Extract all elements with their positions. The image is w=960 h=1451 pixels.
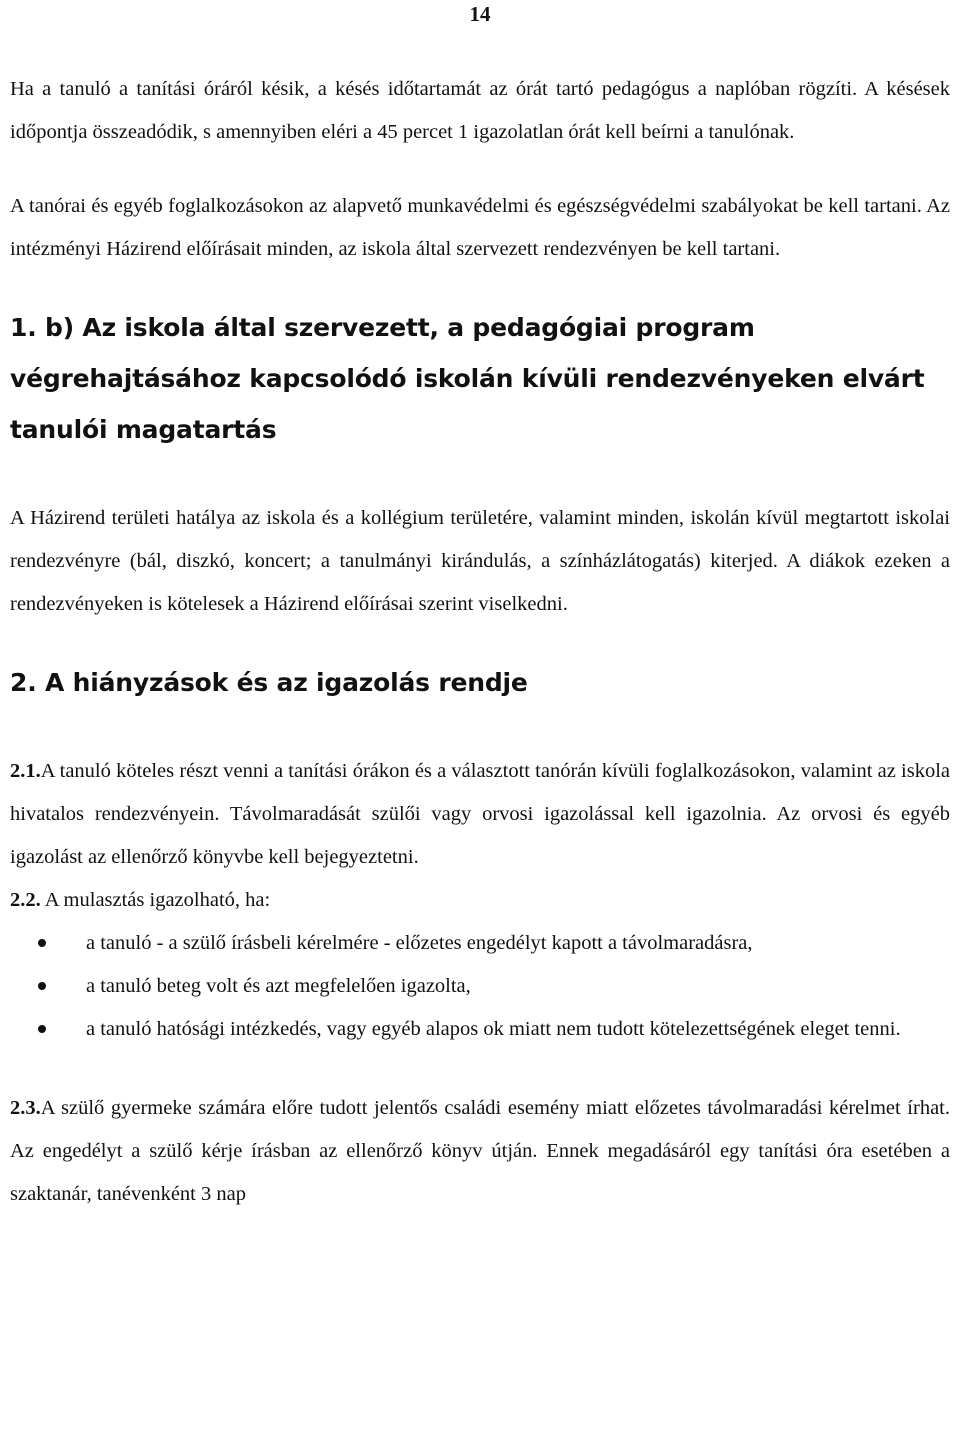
late-arrival-paragraph: Ha a tanuló a tanítási óráról késik, a késés időtartamát az órát tartó pedagógus a naplóban rögzíti. A késések időpontja összeadódik, s amennyiben eléri a 45 percet 1 igazolatlan órát kell beírni a tanulónak. — [10, 78, 950, 143]
safety-paragraph: A tanórai és egyéb foglalkozásokon az alapvető munkavédelmi és egészségvédelmi szabályokat be kell tartani. Az intézményi Házirend előírásait minden, az iskola által szervezett rendezvényen be kell tartani. — [10, 195, 950, 260]
bullet-icon — [38, 1025, 46, 1033]
bullet-icon — [38, 939, 46, 947]
list-item: a tanuló hatósági intézkedés, vagy egyéb alapos ok miatt nem tudott kötelezettségének eleget tenni. — [10, 1008, 950, 1051]
justification-list — [10, 922, 950, 1051]
paragraph-2-2-text: A mulasztás igazolható, ha: — [44, 889, 271, 911]
list-item: a tanuló beteg volt és azt megfelelően igazolta, — [10, 965, 950, 1008]
list-item: a tanuló - a szülő írásbeli kérelmére - előzetes engedélyt kapott a távolmaradásra, — [10, 922, 950, 965]
paragraph-2-1-number: 2.1. — [10, 760, 41, 782]
document-body — [10, 68, 950, 1216]
section-1b-heading: 1. b) Az iskola által szervezett, a pedagógiai program végrehajtásához kapcsolódó iskolán kívüli rendezvényeken elvárt tanulói magatartás — [10, 313, 925, 444]
paragraph-2-3-text: A szülő gyermeke számára előre tudott jelentős családi esemény miatt előzetes távolmaradási kérelmet írhat. Az engedélyt a szülő kérje írásban az ellenőrző könyv útján. Ennek megadásáról egy tanítási óra esetében a szaktanár, tanévenként 3 nap — [10, 1097, 950, 1205]
section-2-heading: 2. A hiányzások és az igazolás rendje — [10, 668, 528, 697]
paragraph-2-1 — [10, 750, 950, 879]
paragraph-2-2 — [10, 879, 950, 922]
section-1b-paragraph: A Házirend területi hatálya az iskola és a kollégium területére, valamint minden, iskolán kívül megtartott iskolai rendezvényre (bál, diszkó, koncert; a tanulmányi kirándulás, a színházlátogatás) kiterjed. A diákok ezeken a rendezvényeken is kötelesek a Házirend előírásai szerint viselkedni. — [10, 507, 950, 615]
bullet-icon — [38, 982, 46, 990]
page-number: 14 — [469, 2, 491, 26]
paragraph-2-2-number: 2.2. — [10, 889, 41, 911]
paragraph-2-1-text: A tanuló köteles részt venni a tanítási órákon és a választott tanórán kívüli foglalkozásokon, valamint az iskola hivatalos rendezvényein. Távolmaradását szülői vagy orvosi igazolással kell igazolnia. Az orvosi és egyéb igazolást az ellenőrző könyvbe kell bejegyeztetni. — [10, 760, 950, 868]
paragraph-2-3-number: 2.3. — [10, 1097, 41, 1119]
paragraph-2-3 — [10, 1087, 950, 1216]
